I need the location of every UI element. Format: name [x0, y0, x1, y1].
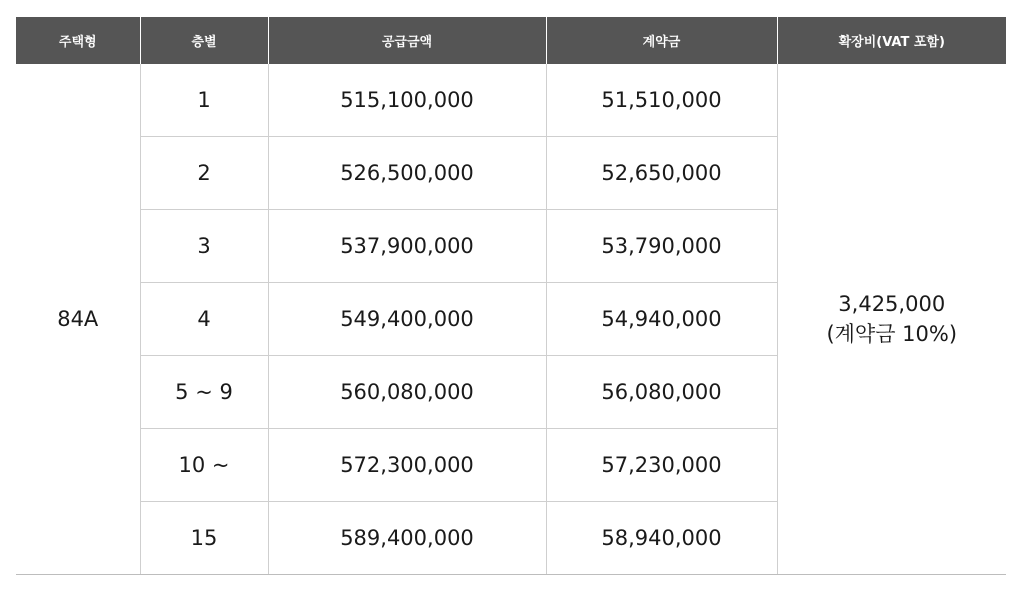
- supply-price-cell: 560,080,000: [268, 356, 546, 429]
- header-extension-fee: 확장비(VAT 포함): [777, 17, 1006, 64]
- supply-price-cell: 526,500,000: [268, 137, 546, 210]
- extension-fee-cell: [777, 64, 1006, 575]
- deposit-cell: 52,650,000: [546, 137, 777, 210]
- supply-price-cell: 537,900,000: [268, 210, 546, 283]
- deposit-cell: 53,790,000: [546, 210, 777, 283]
- supply-price-cell: 589,400,000: [268, 502, 546, 575]
- header-supply-price: 공급금액: [268, 17, 546, 64]
- deposit-cell: 58,940,000: [546, 502, 777, 575]
- floor-cell: 15: [140, 502, 268, 575]
- supply-price-cell: 515,100,000: [268, 64, 546, 137]
- floor-cell: 3: [140, 210, 268, 283]
- floor-cell: 10 ~: [140, 429, 268, 502]
- table-header: [16, 17, 1006, 64]
- price-table: [16, 17, 1006, 575]
- deposit-cell: 56,080,000: [546, 356, 777, 429]
- deposit-cell: 51,510,000: [546, 64, 777, 137]
- extension-fee-amount: 3,425,000: [838, 292, 946, 316]
- header-deposit: 계약금: [546, 17, 777, 64]
- floor-cell: 4: [140, 283, 268, 356]
- deposit-cell: 57,230,000: [546, 429, 777, 502]
- floor-cell: 5 ~ 9: [140, 356, 268, 429]
- floor-cell: 2: [140, 137, 268, 210]
- housing-type-cell: 84A: [16, 64, 140, 575]
- floor-cell: 1: [140, 64, 268, 137]
- deposit-cell: 54,940,000: [546, 283, 777, 356]
- extension-fee-note: (계약금 10%): [826, 322, 958, 346]
- header-type: 주택형: [16, 17, 140, 64]
- header-floor: 층별: [140, 17, 268, 64]
- supply-price-cell: 549,400,000: [268, 283, 546, 356]
- table-body: [16, 64, 1006, 575]
- supply-price-cell: 572,300,000: [268, 429, 546, 502]
- table-row: [16, 64, 1006, 137]
- header-row: [16, 17, 1006, 64]
